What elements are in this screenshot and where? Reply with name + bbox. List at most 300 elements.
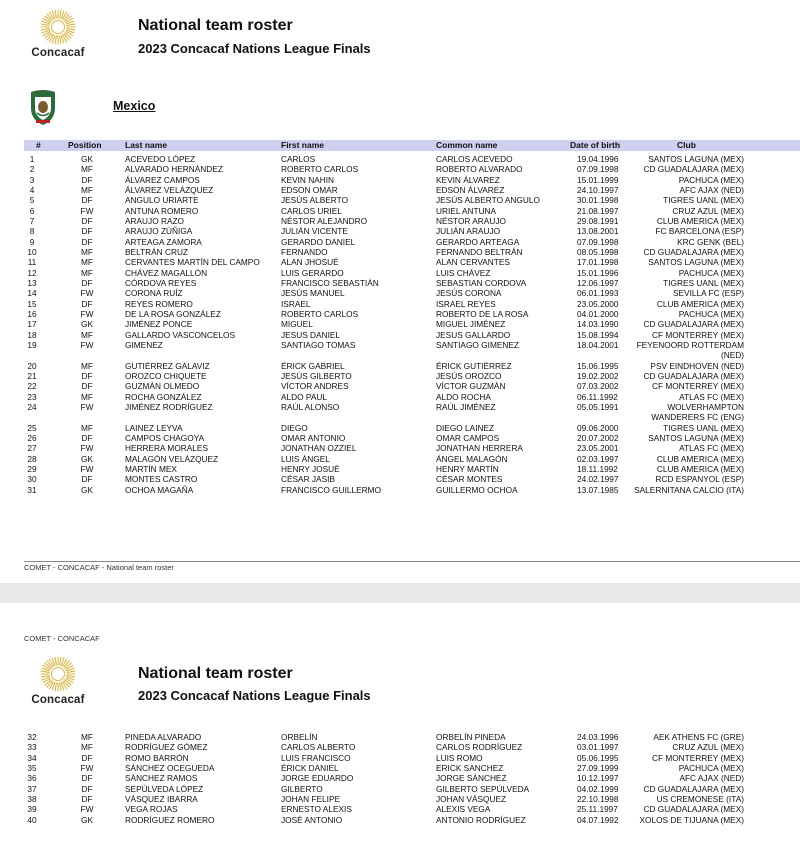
roster-table-body [0, 154, 800, 495]
player-common-name: JESUS GALLARDO [436, 329, 511, 340]
col-header-last-name: Last name [125, 140, 168, 150]
table-row [0, 815, 800, 825]
player-club: CD GUADALAJARA (MEX) [643, 370, 744, 381]
player-position: GK [81, 319, 93, 330]
player-last-name: MONTES CASTRO [125, 474, 198, 485]
player-common-name: RAÚL JIMÉNEZ [436, 401, 496, 412]
player-date-of-birth: 04.02.1999 [577, 783, 619, 794]
player-position: MF [81, 184, 93, 195]
player-number: 24 [27, 401, 37, 412]
player-common-name: CÉSAR MONTES [436, 474, 503, 485]
player-club: TIGRES UANL (MEX) [663, 422, 744, 433]
player-position: FW [80, 205, 94, 216]
player-club: SEVILLA FC (ESP) [672, 288, 744, 299]
player-position: MF [81, 257, 93, 268]
player-first-name: ORBELÍN [281, 732, 318, 742]
player-last-name: VEGA ROJAS [125, 804, 178, 815]
player-first-name: JOSÉ ANTONIO [281, 814, 343, 825]
table-row [0, 423, 800, 433]
player-last-name: RODRÍGUEZ GÓMEZ [125, 742, 208, 753]
player-date-of-birth: 19.02.2002 [577, 370, 619, 381]
player-common-name: NÉSTOR ARAUJO [436, 215, 506, 226]
player-date-of-birth: 10.12.1997 [577, 773, 619, 784]
player-last-name: MARTÍN MEX [125, 463, 177, 474]
player-club: CLUB AMERICA (MEX) [656, 215, 744, 226]
player-number: 17 [27, 319, 37, 330]
col-header-common-name: Common name [436, 140, 498, 150]
player-club: SANTOS LAGUNA (MEX) [648, 154, 744, 164]
player-position: DF [81, 773, 93, 784]
player-position: DF [81, 432, 93, 443]
player-last-name: HERRERA MORALES [125, 443, 208, 454]
player-last-name: ARAUJO RAZO [125, 215, 185, 226]
player-number: 11 [27, 257, 37, 268]
player-position: MF [81, 246, 93, 257]
col-header-dob: Date of birth [570, 140, 621, 150]
player-date-of-birth: 29.08.1991 [577, 215, 619, 226]
player-date-of-birth: 04.07.1992 [577, 814, 619, 825]
player-last-name: ACEVEDO LÓPEZ [125, 154, 196, 164]
table-row [0, 361, 800, 371]
page-title: National team roster [138, 665, 293, 682]
player-club: CD GUADALAJARA (MEX) [643, 246, 744, 257]
player-position: DF [81, 381, 93, 392]
player-number: 37 [27, 783, 37, 794]
player-date-of-birth: 22.10.1998 [577, 793, 619, 804]
player-first-name: CARLOS URIEL [281, 205, 342, 216]
player-number: 2 [29, 164, 35, 175]
concacaf-sun-icon [39, 8, 77, 46]
player-number: 28 [27, 453, 37, 464]
player-number: 39 [27, 804, 37, 815]
table-row [0, 340, 800, 361]
player-common-name: JESÚS OROZCO [436, 370, 502, 381]
player-position: GK [81, 453, 93, 464]
player-club: PACHUCA (MEX) [678, 174, 744, 185]
table-row [0, 485, 800, 495]
player-common-name: HENRY MARTÍN [436, 463, 499, 474]
player-common-name: JONATHAN HERRERA [436, 443, 523, 454]
player-date-of-birth: 05.06.1995 [577, 752, 619, 763]
sun-ray [60, 36, 61, 44]
player-club: PACHUCA (MEX) [678, 267, 744, 278]
player-last-name: REYES ROMERO [125, 298, 193, 309]
player-first-name: FRANCISCO GUILLERMO [281, 484, 382, 495]
player-club: TIGRES UANL (MEX) [663, 277, 744, 288]
player-number: 10 [27, 246, 37, 257]
player-date-of-birth: 08.05.1998 [577, 246, 619, 257]
player-club: CRUZ AZUL (MEX) [672, 205, 744, 216]
player-club: ATLAS FC (MEX) [679, 443, 744, 454]
sun-ray [41, 29, 49, 30]
player-position: FW [80, 443, 94, 454]
player-number: 7 [29, 215, 35, 226]
player-position: DF [81, 215, 93, 226]
player-date-of-birth: 03.01.1997 [577, 742, 619, 753]
table-row [0, 773, 800, 783]
player-club: KRC GENK (BEL) [677, 236, 744, 247]
player-first-name: LUIS ÁNGEL [281, 453, 330, 464]
player-date-of-birth: 07.09.1998 [577, 236, 619, 247]
table-row [0, 381, 800, 391]
player-club: ATLAS FC (MEX) [679, 391, 744, 402]
player-position: MF [81, 164, 93, 175]
table-row [0, 402, 800, 423]
player-common-name: CARLOS RODRÍGUEZ [436, 742, 523, 753]
player-common-name: SEBASTIAN CORDOVA [436, 277, 527, 288]
player-date-of-birth: 05.05.1991 [577, 401, 619, 412]
player-last-name: LAINEZ LEYVA [125, 422, 183, 433]
sun-ray [67, 24, 75, 25]
player-date-of-birth: 27.09.1999 [577, 762, 619, 773]
table-row [0, 206, 800, 216]
player-number: 23 [27, 391, 37, 402]
player-first-name: JESÚS ALBERTO [281, 195, 349, 206]
player-club: CRUZ AZUL (MEX) [672, 742, 744, 753]
player-common-name: CARLOS ACEVEDO [436, 154, 513, 164]
sun-ray [67, 671, 75, 672]
concacaf-sun-icon [39, 655, 77, 693]
roster-page-2 [0, 603, 800, 844]
player-last-name: RODRÍGUEZ ROMERO [125, 814, 215, 825]
player-common-name: GERARDO ARTEAGA [436, 236, 520, 247]
federation-crest [26, 88, 60, 126]
player-common-name: OMAR CAMPOS [436, 432, 500, 443]
player-date-of-birth: 24.02.1997 [577, 474, 619, 485]
player-position: MF [81, 329, 93, 340]
player-date-of-birth: 12.06.1997 [577, 277, 619, 288]
player-first-name: OMAR ANTONIO [281, 432, 346, 443]
player-date-of-birth: 15.06.1995 [577, 360, 619, 371]
player-club: CLUB AMERICA (MEX) [656, 463, 744, 474]
player-number: 40 [27, 814, 37, 825]
player-club: PACHUCA (MEX) [678, 762, 744, 773]
player-club: SALERNITANA CALCIO (ITA) [634, 484, 744, 495]
player-club: AFC AJAX (NED) [679, 773, 744, 784]
player-first-name: VÍCTOR ANDRES [281, 381, 349, 392]
player-common-name: ISRAEL REYES [436, 298, 496, 309]
player-common-name: ORBELÍN PINEDA [436, 732, 506, 742]
page-subtitle: 2023 Concacaf Nations League Finals [138, 688, 371, 703]
sun-ray [41, 671, 49, 672]
player-number: 35 [27, 762, 37, 773]
player-last-name: JIMÉNEZ RODRÍGUEZ [125, 401, 213, 412]
table-row [0, 195, 800, 205]
player-first-name: GERARDO DANIEL [281, 236, 356, 247]
player-last-name: ÁLVAREZ CAMPOS [125, 174, 200, 185]
player-last-name: ROCHA GONZÁLEZ [125, 391, 202, 402]
player-number: 34 [27, 752, 37, 763]
table-row [0, 753, 800, 763]
team-country: Mexico [113, 99, 156, 113]
player-common-name: JOHAN VÁSQUEZ [436, 793, 507, 804]
player-position: FW [80, 308, 94, 319]
player-club: TIGRES UANL (MEX) [663, 195, 744, 206]
player-common-name: ALEXIS VEGA [436, 804, 491, 815]
player-position: DF [81, 474, 93, 485]
player-position: MF [81, 360, 93, 371]
player-common-name: KEVIN ÁLVAREZ [436, 174, 500, 185]
player-common-name: ÉRICK GUTIÉRREZ [436, 360, 512, 371]
player-first-name: MIGUEL [281, 319, 313, 330]
player-last-name: MALAGÓN VELÁZQUEZ [125, 453, 219, 464]
logo-wordmark: Concacaf [31, 694, 85, 706]
player-date-of-birth: 23.05.2000 [577, 298, 619, 309]
player-number: 5 [29, 195, 35, 206]
player-number: 38 [27, 793, 37, 804]
sun-ray [55, 36, 56, 44]
sun-ray [55, 657, 56, 665]
player-number: 32 [27, 732, 37, 742]
table-row [0, 433, 800, 443]
player-first-name: ROBERTO CARLOS [281, 308, 359, 319]
player-date-of-birth: 21.08.1997 [577, 205, 619, 216]
player-position: MF [81, 742, 93, 753]
player-first-name: EDSON OMAR [281, 184, 338, 195]
player-last-name: CERVANTES MARTÍN DEL CAMPO [125, 257, 260, 268]
player-common-name: JORGE SÁNCHEZ [436, 773, 507, 784]
sun-ray [67, 29, 75, 30]
player-club: CF MONTERREY (MEX) [651, 752, 744, 763]
player-last-name: GUZMÁN OLMEDO [125, 381, 200, 392]
player-last-name: ANGULO URIARTE [125, 195, 199, 206]
player-number: 36 [27, 773, 37, 784]
table-row [0, 319, 800, 329]
table-row [0, 216, 800, 226]
table-row [0, 278, 800, 288]
player-position: FW [80, 804, 94, 815]
player-date-of-birth: 09.06.2000 [577, 422, 619, 433]
player-position: FW [80, 339, 94, 350]
player-common-name: ALDO ROCHA [436, 391, 491, 402]
sun-ray [60, 657, 61, 665]
player-common-name: GUILLERMO OCHOA [436, 484, 518, 495]
table-row [0, 474, 800, 484]
table-row [0, 268, 800, 278]
player-first-name: RAÚL ALONSO [281, 401, 340, 412]
player-date-of-birth: 30.01.1998 [577, 195, 619, 206]
roster-table-body [0, 732, 800, 825]
player-first-name: KEVIN NAHIN [281, 174, 335, 185]
player-number: 9 [29, 236, 35, 247]
player-common-name: LUIS CHÁVEZ [436, 267, 491, 278]
player-date-of-birth: 18.11.1992 [577, 463, 618, 474]
table-row [0, 464, 800, 474]
footer-divider [24, 561, 800, 562]
player-number: 19 [27, 339, 37, 350]
player-club: AEK ATHENS FC (GRE) [653, 732, 744, 742]
table-row [0, 309, 800, 319]
player-date-of-birth: 24.10.1997 [577, 184, 619, 195]
table-row [0, 257, 800, 267]
table-row [0, 732, 800, 742]
table-row [0, 299, 800, 309]
player-common-name: JESÚS ALBERTO ANGULO [436, 195, 540, 206]
player-last-name: CÓRDOVA REYES [125, 277, 197, 288]
table-row [0, 454, 800, 464]
player-first-name: ÉRICK DANIEL [281, 762, 339, 773]
player-position: MF [81, 732, 93, 742]
player-position: GK [81, 814, 93, 825]
col-header-num: # [36, 140, 41, 150]
table-row [0, 443, 800, 453]
player-number: 22 [27, 381, 37, 392]
player-first-name: ALAN JHOSUÉ [281, 257, 339, 268]
player-number: 8 [29, 226, 35, 237]
player-first-name: JESÚS MANUEL [281, 288, 345, 299]
player-position: GK [81, 154, 93, 164]
player-common-name: JESÚS CORONA [436, 288, 502, 299]
player-date-of-birth: 24.03.1996 [577, 732, 619, 742]
player-number: 25 [27, 422, 37, 433]
player-position: FW [80, 463, 94, 474]
table-row [0, 784, 800, 794]
table-row [0, 371, 800, 381]
player-first-name: ROBERTO CARLOS [281, 164, 359, 175]
player-date-of-birth: 06.11.1992 [577, 391, 618, 402]
player-club: RCD ESPANYOL (ESP) [655, 474, 744, 485]
player-club: CD GUADALAJARA (MEX) [643, 783, 744, 794]
player-club: CF MONTERREY (MEX) [651, 329, 744, 340]
player-first-name: ISRAEL [281, 298, 311, 309]
player-common-name: JULIÁN ARAUJO [436, 226, 501, 237]
player-first-name: CARLOS [281, 154, 316, 164]
table-row [0, 794, 800, 804]
player-position: DF [81, 277, 93, 288]
player-position: DF [81, 752, 93, 763]
player-position: DF [81, 195, 93, 206]
player-last-name: BELTRÁN CRUZ [125, 246, 189, 257]
player-number: 13 [27, 277, 37, 288]
player-number: 26 [27, 432, 37, 443]
player-date-of-birth: 07.09.1998 [577, 164, 619, 175]
player-first-name: FRANCISCO SEBASTIÁN [281, 277, 379, 288]
player-last-name: PINEDA ALVARADO [125, 732, 202, 742]
player-last-name: ROMO BARRÓN [125, 752, 189, 763]
table-row [0, 742, 800, 752]
col-header-position: Position [68, 140, 102, 150]
player-club: XOLOS DE TIJUANA (MEX) [639, 814, 744, 825]
sun-ray [67, 676, 75, 677]
table-row [0, 247, 800, 257]
col-header-club: Club [677, 140, 696, 150]
player-number: 27 [27, 443, 37, 454]
player-first-name: JONATHAN OZZIEL [281, 443, 357, 454]
player-common-name: URIEL ANTUNA [436, 205, 497, 216]
player-position: MF [81, 391, 93, 402]
player-common-name: ERICK SANCHEZ [436, 762, 504, 773]
table-row [0, 330, 800, 340]
sun-ray [55, 10, 56, 18]
player-last-name: DE LA ROSA GONZÁLEZ [125, 308, 221, 319]
player-common-name: ANTONIO RODRÍGUEZ [436, 814, 526, 825]
player-common-name: VÍCTOR GUZMÁN [436, 381, 506, 392]
player-common-name: ROBERTO DE LA ROSA [436, 308, 529, 319]
player-last-name: ANTUNA ROMERO [125, 205, 199, 216]
player-common-name: MIGUEL JIMÉNEZ [436, 319, 506, 330]
player-first-name: JESÚS GILBERTO [281, 370, 352, 381]
player-first-name: LUIS GERARDO [281, 267, 344, 278]
table-row [0, 804, 800, 814]
concacaf-logo [22, 8, 94, 68]
player-last-name: ARTEAGA ZAMORA [125, 236, 202, 247]
player-club: WOLVERHAMPTON WANDERERS FC (ENG) [651, 401, 744, 423]
table-row [0, 237, 800, 247]
player-number: 31 [27, 484, 37, 495]
player-number: 1 [29, 154, 35, 164]
player-club: CD GUADALAJARA (MEX) [643, 319, 744, 330]
player-number: 16 [27, 308, 37, 319]
player-club: FC BARCELONA (ESP) [655, 226, 744, 237]
player-first-name: CARLOS ALBERTO [281, 742, 356, 753]
player-club: CF MONTERREY (MEX) [651, 381, 744, 392]
sun-ray [60, 683, 61, 691]
player-position: GK [81, 484, 93, 495]
player-last-name: SÁNCHEZ RAMOS [125, 773, 198, 784]
player-first-name: ÉRICK GABRIEL [281, 360, 345, 371]
player-number: 29 [27, 463, 37, 474]
player-last-name: CAMPOS CHAGOYA [125, 432, 205, 443]
player-club: SANTOS LAGUNA (MEX) [648, 257, 744, 268]
player-club: SANTOS LAGUNA (MEX) [648, 432, 744, 443]
player-last-name: ÁLVAREZ VELÁZQUEZ [125, 184, 214, 195]
sun-ray [55, 683, 56, 691]
player-date-of-birth: 06.01.1993 [577, 288, 619, 299]
player-number: 6 [29, 205, 35, 216]
player-number: 20 [27, 360, 37, 371]
player-date-of-birth: 13.08.2001 [577, 226, 619, 237]
player-common-name: EDSON ÁLVAREZ [436, 184, 505, 195]
player-number: 21 [27, 370, 37, 381]
page-subtitle: 2023 Concacaf Nations League Finals [138, 41, 371, 56]
player-date-of-birth: 15.01.1996 [577, 267, 619, 278]
player-position: DF [81, 370, 93, 381]
player-first-name: SANTIAGO TOMAS [281, 339, 356, 350]
player-common-name: ÁNGEL MALAGÓN [436, 453, 508, 464]
player-position: MF [81, 267, 93, 278]
player-date-of-birth: 25.11.1997 [577, 804, 618, 815]
player-club: US CREMONESE (ITA) [656, 793, 744, 804]
player-position: FW [80, 288, 94, 299]
player-number: 12 [27, 267, 37, 278]
player-first-name: NÉSTOR ALEJANDRO [281, 215, 368, 226]
player-club: PSV EINDHOVEN (NED) [650, 360, 744, 371]
player-position: DF [81, 793, 93, 804]
player-date-of-birth: 15.08.1994 [577, 329, 619, 340]
player-first-name: CÉSAR JASIB [281, 474, 335, 485]
player-position: MF [81, 422, 93, 433]
player-first-name: JULIÁN VICENTE [281, 226, 348, 237]
table-header [24, 140, 800, 151]
player-last-name: JIMÉNEZ PONCE [125, 319, 193, 330]
player-last-name: CHÁVEZ MAGALLÓN [125, 267, 208, 278]
logo-wordmark: Concacaf [31, 47, 85, 59]
player-number: 4 [29, 184, 35, 195]
player-date-of-birth: 13.07.1985 [577, 484, 619, 495]
player-first-name: GILBERTO [281, 783, 323, 794]
player-number: 30 [27, 474, 37, 485]
player-last-name: ALVARADO HERNÁNDEZ [125, 164, 223, 175]
player-position: DF [81, 783, 93, 794]
player-position: DF [81, 298, 93, 309]
player-club: AFC AJAX (NED) [679, 184, 744, 195]
player-position: DF [81, 236, 93, 247]
player-first-name: HENRY JOSUÉ [281, 463, 340, 474]
player-common-name: ROBERTO ALVARADO [436, 164, 523, 175]
player-club: CLUB AMERICA (MEX) [656, 453, 744, 464]
player-number: 14 [27, 288, 37, 299]
player-date-of-birth: 07.03.2002 [577, 381, 619, 392]
